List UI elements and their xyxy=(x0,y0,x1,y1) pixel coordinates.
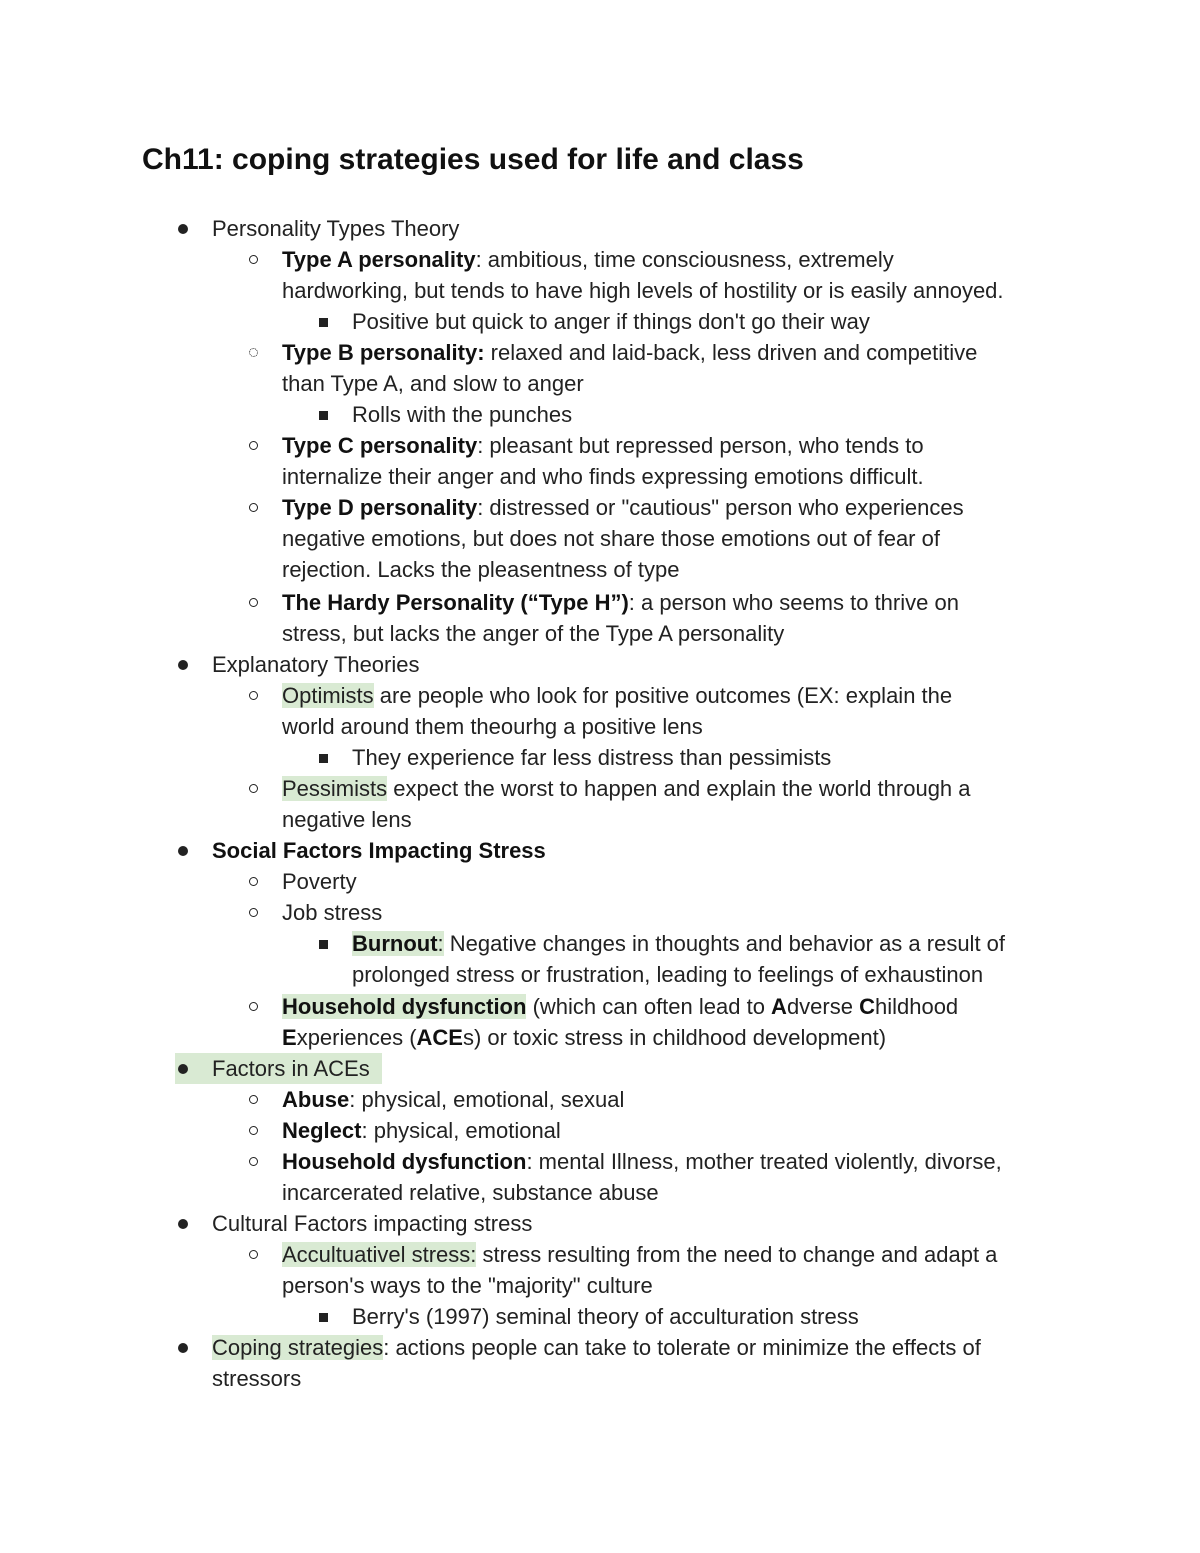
circle-bullet-icon xyxy=(249,784,258,793)
list-item-type-a: Type A personality: ambitious, time consciousness, extremely xyxy=(282,247,894,272)
list-item-hardy: The Hardy Personality (“Type H”): a person who seems to thrive on xyxy=(282,590,959,615)
bullet-icon xyxy=(178,1219,188,1229)
list-item-household-aces-cont: incarcerated relative, substance abuse xyxy=(282,1180,659,1205)
circle-bullet-icon xyxy=(249,503,258,512)
circle-bullet-icon xyxy=(249,908,258,917)
list-item-berry: Berry's (1997) seminal theory of acculturation stress xyxy=(352,1304,859,1329)
list-item-pessimists: Pessimists expect the worst to happen and explain the world through a xyxy=(282,776,971,801)
list-item-type-d: Type D personality: distressed or "cautious" person who experiences xyxy=(282,495,964,520)
circle-bullet-icon xyxy=(249,1095,258,1104)
section-explanatory-theories: Explanatory Theories xyxy=(212,652,420,677)
list-item-type-d-cont2: rejection. Lacks the pleasentness of type xyxy=(282,557,680,582)
bullet-icon xyxy=(178,224,188,234)
circle-bullet-icon xyxy=(249,598,258,607)
bullet-icon xyxy=(178,1343,188,1353)
square-bullet-icon xyxy=(319,318,328,327)
section-factors-aces: Factors in ACEs xyxy=(212,1056,370,1081)
square-bullet-icon xyxy=(319,940,328,949)
list-item-optimists: Optimists are people who look for positive outcomes (EX: explain the xyxy=(282,683,953,708)
circle-bullet-icon xyxy=(249,1157,258,1166)
page-title: Ch11: coping strategies used for life and class xyxy=(142,143,804,176)
list-item-acculturative: Accultuativel stress: stress resulting from the need to change and adapt a xyxy=(282,1242,998,1267)
list-item-poverty: Poverty xyxy=(282,869,357,894)
bullet-icon xyxy=(178,1064,188,1074)
bullet-icon xyxy=(178,846,188,856)
list-item-acculturative-cont: person's ways to the "majority" culture xyxy=(282,1273,653,1298)
section-social-factors: Social Factors Impacting Stress xyxy=(212,838,546,863)
circle-bullet-icon xyxy=(249,1250,258,1259)
square-bullet-icon xyxy=(319,754,328,763)
list-item-type-a-sub: Positive but quick to anger if things don't go their way xyxy=(352,309,870,334)
list-item-type-d-cont: negative emotions, but does not share those emotions out of fear of xyxy=(282,526,940,551)
list-item-type-c-cont: internalize their anger and who finds expressing emotions difficult. xyxy=(282,464,924,489)
list-item-abuse: Abuse: physical, emotional, sexual xyxy=(282,1087,625,1112)
list-item-type-b-cont: than Type A, and slow to anger xyxy=(282,371,584,396)
section-personality-types: Personality Types Theory xyxy=(212,216,460,241)
list-item-type-b-sub: Rolls with the punches xyxy=(352,402,573,427)
list-item-type-a-cont: hardworking, but tends to have high levels of hostility or is easily annoyed. xyxy=(282,278,1004,303)
list-item-pessimists-cont: negative lens xyxy=(282,807,412,832)
list-item-job-stress: Job stress xyxy=(282,900,383,925)
list-item-optimists-cont: world around them theourhg a positive lens xyxy=(282,714,703,739)
list-item-type-b: Type B personality: relaxed and laid-back, less driven and competitive xyxy=(282,340,978,365)
list-item-household: Household dysfunction (which can often lead to Adverse Childhood xyxy=(282,994,959,1019)
list-item-optimists-sub: They experience far less distress than pessimists xyxy=(352,745,832,770)
section-coping-strategies-cont: stressors xyxy=(212,1366,302,1391)
section-cultural-factors: Cultural Factors impacting stress xyxy=(212,1211,533,1236)
section-coping-strategies: Coping strategies: actions people can take to tolerate or minimize the effects of xyxy=(212,1335,981,1360)
square-bullet-icon xyxy=(319,411,328,420)
circle-bullet-icon xyxy=(249,877,258,886)
circle-bullet-icon xyxy=(249,691,258,700)
list-item-burnout: Burnout: Negative changes in thoughts and behavior as a result of xyxy=(352,931,1006,956)
circle-bullet-icon xyxy=(249,441,258,450)
circle-bullet-icon xyxy=(249,1126,258,1135)
list-item-neglect: Neglect: physical, emotional xyxy=(282,1118,561,1143)
circle-bullet-icon xyxy=(249,348,258,357)
list-item-household-aces: Household dysfunction: mental Illness, mother treated violently, divorse, xyxy=(282,1149,1002,1174)
square-bullet-icon xyxy=(319,1313,328,1322)
circle-bullet-icon xyxy=(249,1002,258,1011)
list-item-burnout-cont: prolonged stress or frustration, leading to feelings of exhaustinon xyxy=(352,962,984,987)
circle-bullet-icon xyxy=(249,255,258,264)
list-item-hardy-cont: stress, but lacks the anger of the Type A personality xyxy=(282,621,785,646)
bullet-icon xyxy=(178,660,188,670)
list-item-type-c: Type C personality: pleasant but repressed person, who tends to xyxy=(282,433,924,458)
list-item-household-cont: Experiences (ACEs) or toxic stress in childhood development) xyxy=(282,1025,887,1050)
